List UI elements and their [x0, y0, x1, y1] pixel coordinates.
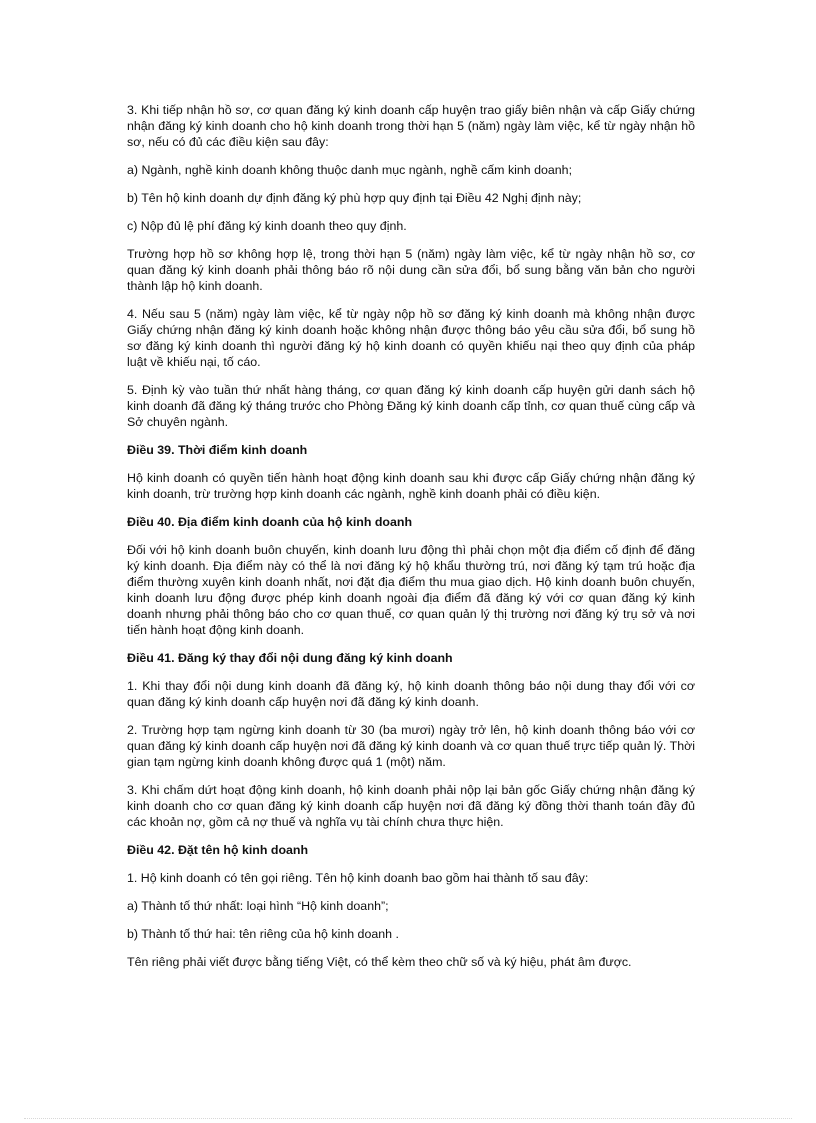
paragraph-article38-clause5: 5. Định kỳ vào tuần thứ nhất hàng tháng, cơ quan đăng ký kinh doanh cấp huyện gửi danh sách hộ kinh doanh đã đăng ký tháng trước cho Phòng Đăng ký kinh doanh cấp tỉnh, cơ quan thuế cùng cấp và Sở chuyên ngành. [127, 383, 695, 429]
document-body [127, 102, 695, 982]
paragraph-article41-clause2: 2. Trường hợp tạm ngừng kinh doanh từ 30 (ba mươi) ngày trở lên, hộ kinh doanh thông báo với cơ quan đăng ký kinh doanh cấp huyện nơi đã đăng ký kinh doanh và cơ quan thuế trực tiếp quản lý. Thời gian tạm ngừng kinh doanh không được quá 1 (một) năm. [127, 723, 695, 769]
paragraph-article38-clause4: 4. Nếu sau 5 (năm) ngày làm việc, kể từ ngày nộp hồ sơ đăng ký kinh doanh mà không nhận được Giấy chứng nhận đăng ký kinh doanh hoặc không nhận được thông báo yêu cầu sửa đổi, bổ sung hồ sơ đăng ký kinh doanh thì người đăng ký hộ kinh doanh có quyền khiếu nại theo quy định của pháp luật về khiếu nại, tố cáo. [127, 307, 695, 369]
paragraph-article42-item-b: b) Thành tố thứ hai: tên riêng của hộ kinh doanh . [127, 927, 399, 941]
paragraph-condition-c: c) Nộp đủ lệ phí đăng ký kinh doanh theo quy định. [127, 219, 407, 233]
paragraph-article38-clause3: 3. Khi tiếp nhận hồ sơ, cơ quan đăng ký kinh doanh cấp huyện trao giấy biên nhận và cấp Giấy chứng nhận đăng ký kinh doanh cho hộ kinh doanh trong thời hạn 5 (năm) ngày làm việc, kể từ ngày nhận hồ sơ, nếu có đủ các điều kiện sau đây: [127, 103, 695, 149]
paragraph-article42-clause1: 1. Hộ kinh doanh có tên gọi riêng. Tên hộ kinh doanh bao gồm hai thành tố sau đây: [127, 871, 589, 885]
paragraph-article41-clause1: 1. Khi thay đổi nội dung kinh doanh đã đăng ký, hộ kinh doanh thông báo nội dung thay đổi với cơ quan đăng ký kinh doanh cấp huyện nơi đã đăng ký kinh doanh. [127, 679, 695, 709]
paragraph-article39-body: Hộ kinh doanh có quyền tiến hành hoạt động kinh doanh sau khi được cấp Giấy chứng nhận đăng ký kinh doanh, trừ trường hợp kinh doanh các ngành, nghề kinh doanh phải có điều kiện. [127, 471, 695, 501]
paragraph-article42-item-a: a) Thành tố thứ nhất: loại hình “Hộ kinh doanh”; [127, 899, 389, 913]
heading-article-39: Điều 39. Thời điểm kinh doanh [127, 443, 308, 457]
heading-article-40: Điều 40. Địa điểm kinh doanh của hộ kinh doanh [127, 515, 413, 529]
paragraph-condition-a: a) Ngành, nghề kinh doanh không thuộc danh mục ngành, nghề cấm kinh doanh; [127, 163, 573, 177]
page-bottom-rule [24, 1118, 792, 1119]
paragraph-article40-body: Đối với hộ kinh doanh buôn chuyến, kinh doanh lưu động thì phải chọn một địa điểm cố định để đăng ký kinh doanh. Địa điểm này có thể là nơi đăng ký hộ khẩu thường trú, nơi đăng ký tạm trú hoặc địa điểm thường xuyên kinh doanh nhất, nơi đặt địa điểm thu mua giao dịch. Hộ kinh doanh buôn chuyến, kinh doanh lưu động được phép kinh doanh ngoài địa điểm đã đăng ký với cơ quan đăng ký kinh doanh nhưng phải thông báo cho cơ quan thuế, cơ quan quản lý thị trường nơi đăng ký trụ sở và nơi tiến hành hoạt động kinh doanh. [127, 543, 695, 637]
heading-article-41: Điều 41. Đăng ký thay đổi nội dung đăng ký kinh doanh [127, 651, 453, 665]
paragraph-article42-name-rule: Tên riêng phải viết được bằng tiếng Việt, có thể kèm theo chữ số và ký hiệu, phát âm được. [127, 955, 632, 969]
paragraph-invalid-dossier: Trường hợp hồ sơ không hợp lệ, trong thời hạn 5 (năm) ngày làm việc, kể từ ngày nhận hồ sơ, cơ quan đăng ký kinh doanh phải thông báo rõ nội dung cần sửa đổi, bổ sung bằng văn bản cho người thành lập hộ kinh doanh. [127, 247, 695, 293]
heading-article-42: Điều 42. Đặt tên hộ kinh doanh [127, 843, 309, 857]
paragraph-article41-clause3: 3. Khi chấm dứt hoạt động kinh doanh, hộ kinh doanh phải nộp lại bản gốc Giấy chứng nhận đăng ký kinh doanh cho cơ quan đăng ký kinh doanh cấp huyện nơi đã đăng ký đồng thời thanh toán đầy đủ các khoản nợ, gồm cả nợ thuế và nghĩa vụ tài chính chưa thực hiện. [127, 783, 695, 829]
paragraph-condition-b: b) Tên hộ kinh doanh dự định đăng ký phù hợp quy định tại Điều 42 Nghị định này; [127, 191, 582, 205]
